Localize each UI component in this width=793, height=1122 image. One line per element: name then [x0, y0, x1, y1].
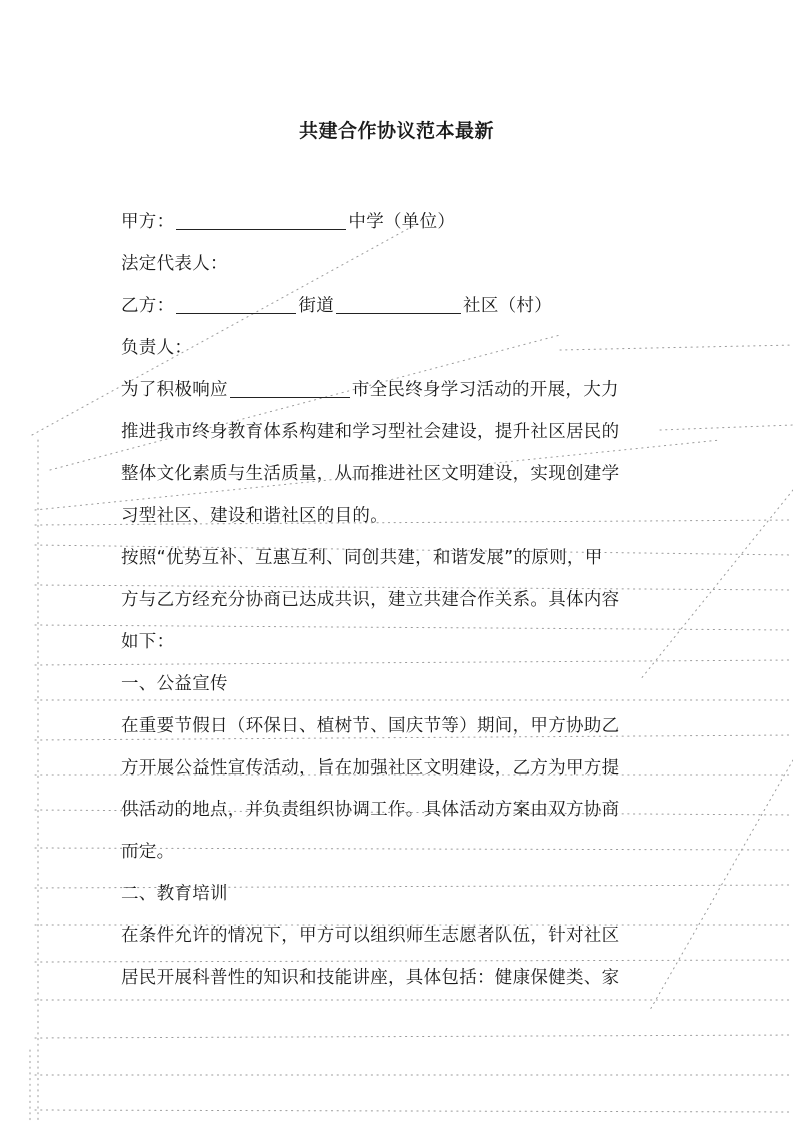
legal-representative-line: 法定代表人： — [121, 254, 228, 274]
section-1-heading: 一、公益宣传 — [121, 674, 228, 694]
party-b-community-blank[interactable] — [336, 293, 461, 314]
section-1-line-4: 而定。 — [121, 842, 175, 862]
party-b-street-blank[interactable] — [176, 293, 296, 314]
section-2-line-1: 在条件允许的情况下，甲方可以组织师生志愿者队伍，针对社区 — [121, 926, 620, 946]
intro-prefix: 为了积极响应 — [121, 380, 228, 400]
intro-line-2: 推进我市终身教育体系构建和学习型社会建设，提升社区居民的 — [121, 422, 620, 442]
section-1-line-2: 方开展公益性宣传活动，旨在加强社区文明建设，乙方为甲方提 — [121, 758, 620, 778]
section-2-line-2: 居民开展科普性的知识和技能讲座，具体包括：健康保健类、家 — [121, 968, 620, 988]
city-blank[interactable] — [230, 377, 350, 398]
document-title: 共建合作协议范本最新 — [298, 120, 494, 142]
principle-line-3: 如下： — [121, 632, 175, 652]
section-1-line-3: 供活动的地点，并负责组织协调工作。具体活动方案由双方协商 — [121, 800, 620, 820]
party-a-blank[interactable] — [176, 209, 346, 230]
party-b-middle: 街道 — [298, 296, 335, 316]
section-2-heading: 二、教育培训 — [121, 884, 228, 904]
party-b-suffix: 社区（村） — [463, 296, 553, 316]
section-1-line-1: 在重要节假日（环保日、植树节、国庆节等）期间，甲方协助乙 — [121, 716, 620, 736]
intro-line-4: 习型社区、建设和谐社区的目的。 — [121, 506, 388, 526]
party-a-line — [121, 209, 681, 235]
party-a-prefix: 甲方： — [121, 212, 175, 232]
intro-line-3: 整体文化素质与生活质量，从而推进社区文明建设，实现创建学 — [121, 464, 620, 484]
party-b-prefix: 乙方： — [121, 296, 175, 316]
intro-line-1 — [121, 377, 681, 403]
party-b-line — [121, 293, 681, 319]
principle-line-2: 方与乙方经充分协商已达成共识，建立共建合作关系。具体内容 — [121, 590, 620, 610]
person-in-charge-line: 负责人： — [121, 338, 193, 358]
principle-line-1: 按照“优势互补、互惠互利、同创共建，和谐发展”的原则，甲 — [121, 548, 603, 568]
party-a-suffix: 中学（单位） — [348, 212, 456, 232]
intro-suffix: 市全民终身学习活动的开展，大力 — [351, 380, 619, 400]
